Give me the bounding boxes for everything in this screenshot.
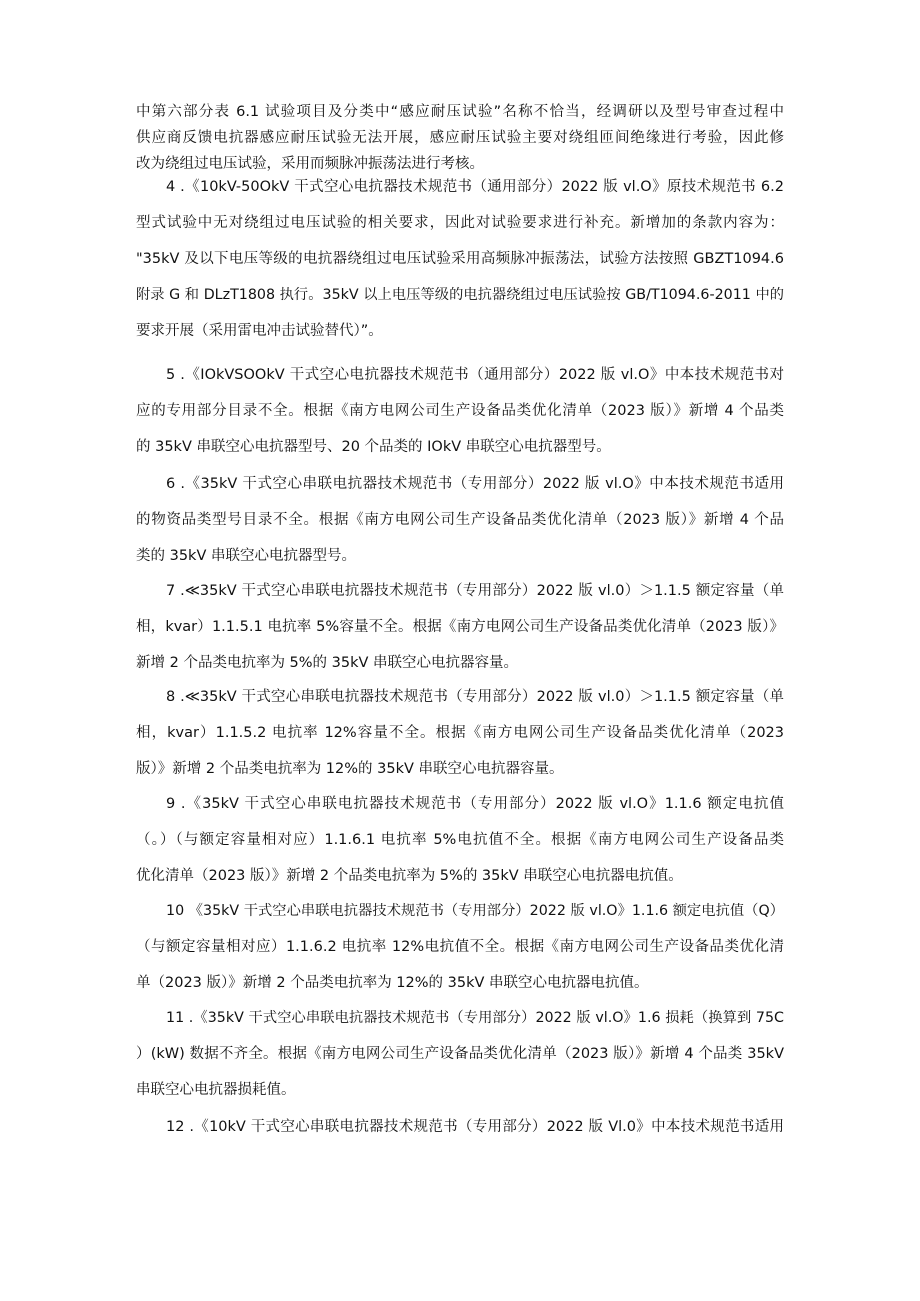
paragraph-item-6 <box>136 466 784 574</box>
paragraph-item-5 <box>136 357 784 465</box>
paragraph-item-12 <box>136 1109 784 1145</box>
paragraph-item-7 <box>136 573 784 681</box>
text-line: 4 .《10kV-50OkV 干式空心电抗器技术规范书（通用部分）2022 版 vl.O》原技术规范书 6.2 <box>166 179 784 195</box>
text-line: 5 .《IOkVSOOkV 干式空心电抗器技术规范书（通用部分）2022 版 vl.O》中本技术规范书对 <box>166 367 784 383</box>
text-line: 7 .≪35kV 干式空心串联电抗器技术规范书（专用部分）2022 版 vl.0）＞1.1.5 额定容量（单 <box>166 583 784 599</box>
text-line: 11 .《35kV 干式空心串联电抗器技术规范书（专用部分）2022 版 vl.O》1.6 损耗（换算到 75C <box>166 1010 784 1026</box>
text-line: 串联空心电抗器损耗值。 <box>136 1082 296 1098</box>
text-line: 中第六部分表 6.1 试验项目及分类中“感应耐压试验”名称不恰当，经调研以及型号审查过程中 <box>136 104 784 120</box>
text-line: 9 .《35kV 干式空心串联电抗器技术规范书（专用部分）2022 版 vl.O》1.1.6 额定电抗值 <box>166 796 784 812</box>
text-line: 供应商反馈电抗器感应耐压试验无法开展，感应耐压试验主要对绕组匝间绝缘进行考验，因此修 <box>136 130 784 146</box>
text-line: （。）（与额定容量相对应）1.1.6.1 电抗率 5%电抗值不全。根据《南方电网公司生产设备品类 <box>136 832 784 848</box>
text-line: 12 .《10kV 干式空心串联电抗器技术规范书（专用部分）2022 版 Vl.0》中本技术规范书适用 <box>166 1119 784 1135</box>
text-line: 相，kvar）1.1.5.2 电抗率 12%容量不全。根据《南方电网公司生产设备品类优化清单（2023 <box>136 725 784 741</box>
text-line: 改为绕组过电压试验，采用而频脉冲振荡法进行考核。 <box>136 156 484 172</box>
text-line: "35kV 及以下电压等级的电抗器绕组过电压试验采用高频脉冲振荡法，试验方法按照 GBZT1094.6 <box>136 251 784 267</box>
text-line: 应的专用部分目录不全。根据《南方电网公司生产设备品类优化清单（2023 版）》新增 4 个品类 <box>136 403 784 419</box>
text-line: 优化清单（2023 版）》新增 2 个品类电抗率为 5%的 35kV 串联空心电抗器电抗值。 <box>136 868 683 884</box>
paragraph-item-11 <box>136 1000 784 1108</box>
text-line: 单（2023 版）》新增 2 个品类电抗率为 12%的 35kV 串联空心电抗器电抗值。 <box>136 975 649 991</box>
text-line: 新增 2 个品类电抗率为 5%的 35kV 串联空心电抗器容量。 <box>136 655 519 671</box>
text-line: 的物资品类型号目录不全。根据《南方电网公司生产设备品类优化清单（2023 版）》新增 4 个品 <box>136 512 784 528</box>
paragraph-item-9 <box>136 786 784 894</box>
text-line: 相，kvar）1.1.5.1 电抗率 5%容量不全。根据《南方电网公司生产设备品类优化清单（2023 版）》 <box>136 619 784 635</box>
text-line: （与额定容量相对应）1.1.6.2 电抗率 12%电抗值不全。根据《南方电网公司生产设备品类优化清 <box>136 939 784 955</box>
paragraph-continuation <box>136 99 784 177</box>
text-line: 8 .≪35kV 干式空心串联电抗器技术规范书（专用部分）2022 版 vl.0）＞1.1.5 额定容量（单 <box>166 689 784 705</box>
paragraph-item-4 <box>136 169 784 349</box>
text-line: 6 .《35kV 干式空心串联电抗器技术规范书（专用部分）2022 版 vl.O》中本技术规范书适用 <box>166 476 784 492</box>
text-line: 10 《35kV 干式空心串联电抗器技术规范书（专用部分）2022 版 vl.O》1.1.6 额定电抗值（Q） <box>166 903 784 919</box>
text-line: ）(kW) 数据不齐全。根据《南方电网公司生产设备品类优化清单（2023 版）》新增 4 个品类 35kV <box>136 1046 784 1062</box>
text-line: 型式试验中无对绕组过电压试验的相关要求，因此对试验要求进行补充。新增加的条款内容为： <box>136 215 784 231</box>
text-line: 附录 G 和 DLzT1808 执行。35kV 以上电压等级的电抗器绕组过电压试验按 GB/T1094.6-2011 中的 <box>136 287 784 303</box>
paragraph-item-10 <box>136 893 784 1001</box>
paragraph-item-8 <box>136 679 784 787</box>
text-line: 版）》新增 2 个品类电抗率为 12%的 35kV 串联空心电抗器容量。 <box>136 761 564 777</box>
text-line: 类的 35kV 串联空心电抗器型号。 <box>136 548 356 564</box>
text-line: 的 35kV 串联空心电抗器型号、20 个品类的 IOkV 串联空心电抗器型号。 <box>136 439 611 455</box>
text-line: 要求开展（采用雷电冲击试验替代）”。 <box>136 323 383 339</box>
